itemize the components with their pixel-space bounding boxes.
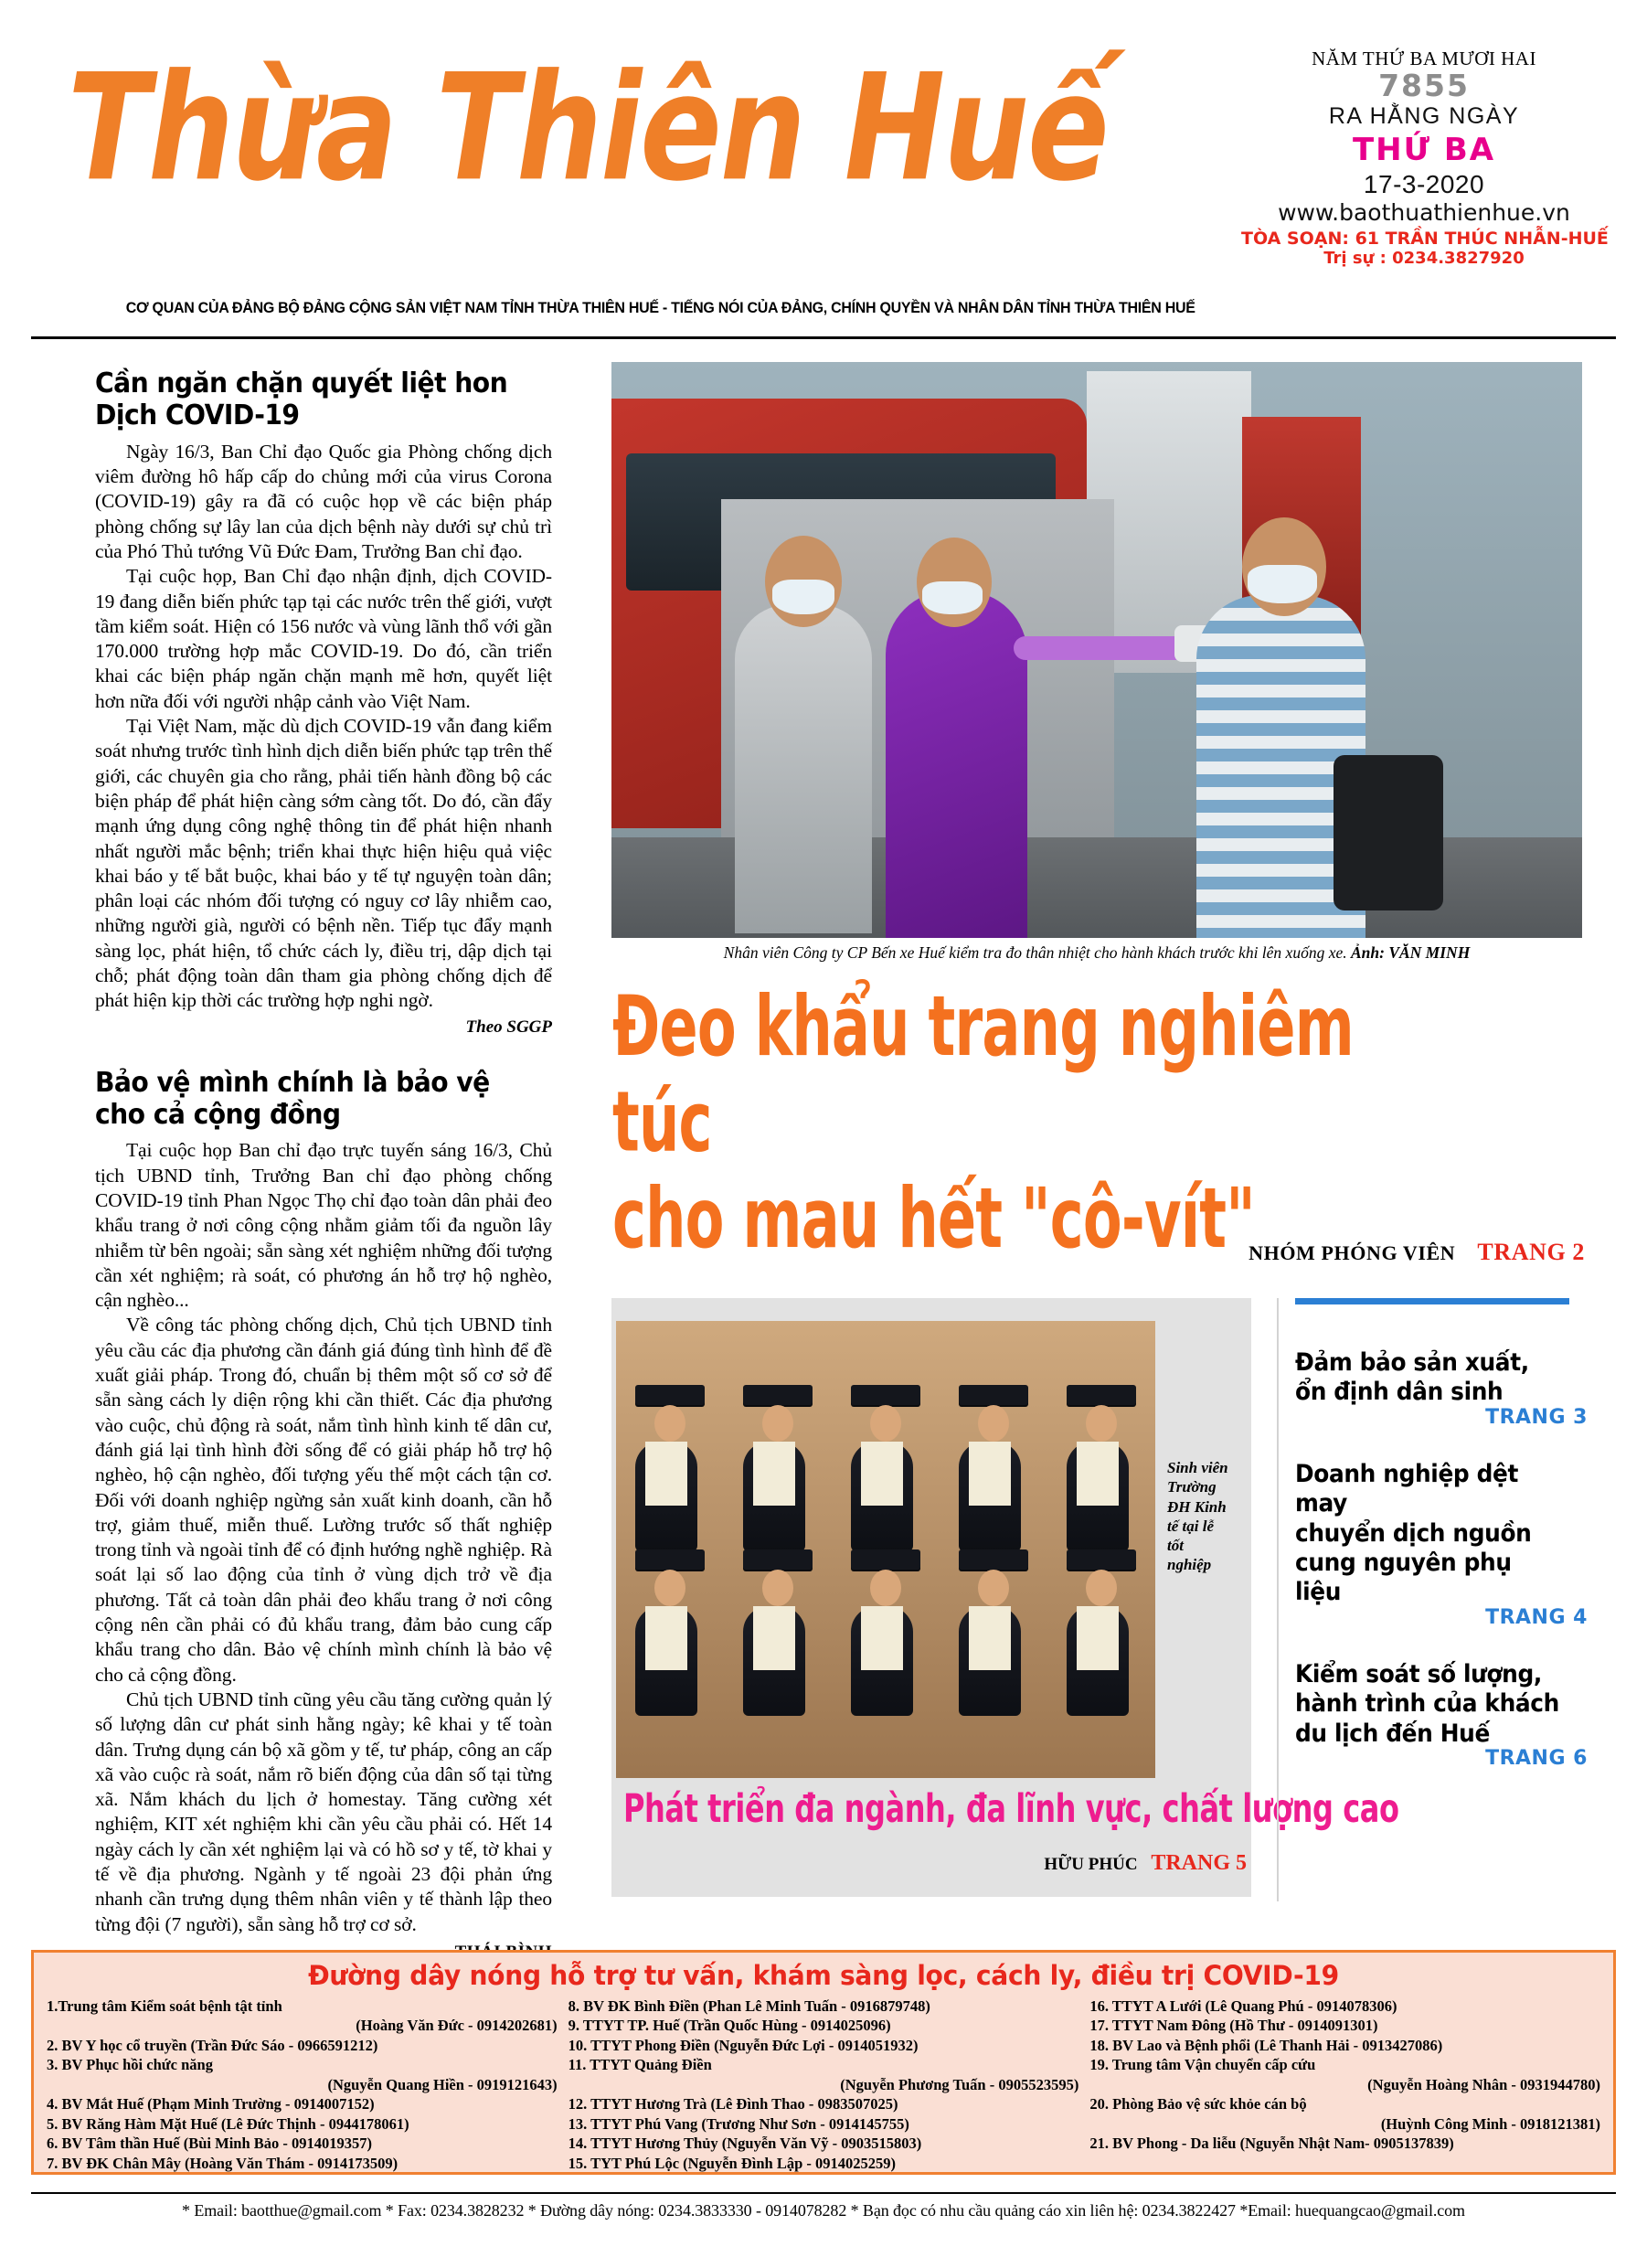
mortarboard-icon (743, 1549, 813, 1570)
photo-caption-text: Nhân viên Công ty CP Bến xe Huế kiểm tra đo thân nhiệt cho hành khách trước khi lên xuống xe. (723, 943, 1347, 962)
article1-headline-line2: Dịch COVID-19 (95, 399, 300, 432)
graduate-figure (959, 1549, 1028, 1716)
sidebar-item-0-title (1295, 1348, 1564, 1408)
hotline-entry: 4. BV Mắt Huế (Phạm Minh Trường - 0914007152) (47, 2095, 375, 2114)
mortarboard-icon (635, 1549, 705, 1570)
graduate-face (978, 1570, 1009, 1606)
article1-headline[interactable] (95, 367, 525, 432)
footer-contact-line: * Email: baotthue@gmail.com * Fax: 0234.3828232 * Đường dây nóng: 0234.3833330 - 0914078282 * Bạn đọc có nhu cầu quảng cáo xin liên hệ: 0234.3822427 *Email: huequangcao@gmail.com (182, 2201, 1465, 2220)
graduate-figure (1067, 1549, 1136, 1716)
sidebar-item-2[interactable] (1295, 1660, 1588, 1770)
mortarboard-icon (635, 1385, 705, 1405)
article2-headline-line2: cho cả cộng đồng (95, 1099, 341, 1131)
graduation-photo (616, 1321, 1155, 1778)
article1-paragraph-1: Ngày 16/3, Ban Chỉ đạo Quốc gia Phòng chống dịch viêm đường hô hấp cấp do chủng mới của virus Corona (COVID-19) gây ra đã có cuộc họp về các biện pháp phòng chống sự lây lan của dịch bệnh này dưới sự chủ trì của Phó Thủ tướng Vũ Đức Đam, Trưởng Ban chỉ đạo. (95, 440, 552, 562)
hotline-title: Đường dây nóng hỗ trợ tư vấn, khám sàng lọc, cách ly, điều trị COVID-19 (308, 1960, 1339, 1991)
sidebar-item-0-page[interactable]: TRANG 3 (1485, 1405, 1588, 1429)
article2-paragraph-2: Về công tác phòng chống dịch, Chủ tịch UBND tỉnh yêu cầu các địa phương cần đánh giá đúng tình hình để đề xuất giải pháp. Trong đó, chuẩn bị thêm một số cơ sở để sẵn sàng cách ly diện rộng khi cần thiết. Các địa phương vào cuộc, chủ động rà soát, nắm tình hình kinh tế dân cư, đánh giá lại tình hình đời sống để có giải pháp hỗ trợ hộ nghèo, hộ cận nghèo, đối tượng yếu thế một cách tận cơ. Đối với doanh nghiệp ngừng sản xuất kinh doanh, cần hỗ trợ, giảm thuế, miễn thuế. Lường trước số thất nghiệp trong tỉnh và ngoài tỉnh để có định hướng nghề nghiệp. Rà soát lại số lao động của tỉnh ở vùng dịch trở về địa phương. Tất cả toàn dân phải đeo khẩu trang ở nơi công cộng nên cần phải có đủ khẩu trang, đảm bảo cung cấp khẩu trang cho dân. Bảo vệ chính mình chính là bảo vệ cho cả cộng đồng. (95, 1314, 552, 1686)
graduation-sash (645, 1442, 687, 1506)
sidebar-item-2-page[interactable]: TRANG 6 (1485, 1746, 1588, 1770)
weekday-label: THỨ BA (1352, 131, 1496, 168)
hotline-entry: 12. TTYT Hương Trà (Lê Đình Thao - 0983507025) (568, 2095, 898, 2114)
sidebar-item-1-line3: cung nguyên phụ liệu (1295, 1548, 1512, 1607)
graduation-page-ref[interactable]: TRANG 5 (1151, 1851, 1247, 1875)
graduate-face (1086, 1405, 1117, 1442)
graduate-figure (959, 1385, 1028, 1551)
sidebar-item-2-title (1295, 1660, 1564, 1749)
hotline-entry-contact: (Nguyễn Hoàng Nhân - 0931944780) (1367, 2075, 1601, 2093)
left-column (95, 367, 552, 1963)
feature-headline[interactable] (612, 978, 1414, 1266)
graduation-credit (854, 1851, 1247, 1876)
mortarboard-icon (1067, 1385, 1136, 1405)
hotline-column-2 (568, 1996, 1079, 2173)
publication-date: 17-3-2020 (1363, 169, 1485, 198)
hotline-entry: 2. BV Y học cổ truyền (Trần Đức Sáo - 0966591212) (47, 2036, 378, 2054)
admin-phone: Trị sự : 0234.3827920 (1323, 248, 1525, 268)
hotline-entry: 21. BV Phong - Da liễu (Nguyễn Nhật Nam- 0905137839) (1089, 2135, 1454, 2153)
article1-source: Theo SGGP (465, 1017, 552, 1037)
hotline-entry: 10. TTYT Phong Điền (Nguyễn Đức Lợi - 0914051932) (568, 2036, 919, 2054)
feature-author: NHÓM PHÓNG VIÊN (1249, 1241, 1456, 1264)
article1-paragraph-2: Tại cuộc họp, Ban Chỉ đạo nhận định, dịch COVID-19 đang diễn biến phức tạp tại các nước trên thế giới, vượt tầm kiểm soát. Hiện có 156 nước và vùng lãnh thổ với gần 170.000 trường hợp mắc COVID-19. Do đó, cần triển khai các biện pháp ngăn chặn mạnh mẽ hơn, quyết liệt hơn nữa đối với người nhập cảnh vào Việt Nam. (95, 565, 552, 712)
masthead (31, 0, 1616, 274)
feature-page-ref[interactable]: TRANG 2 (1477, 1239, 1585, 1265)
feature-headline-line1: Đeo khẩu trang nghiêm túc (612, 976, 1354, 1171)
sidebar-item-1-page[interactable]: TRANG 4 (1485, 1605, 1588, 1629)
article1-paragraph-3: Tại Việt Nam, mặc dù dịch COVID-19 vẫn đang kiểm soát nhưng trước tình hình dịch diễn biến phức tạp trên thế giới, các chuyên gia cho rằng, phải tiến hành đồng bộ các biện pháp để phát hiện càng sớm càng tốt. Do đó, cần đẩy mạnh ứng dụng công nghệ thông tin để phát hiện nhanh nhất người mắc bệnh; triển khai thực hiện hiệu quả việc khai báo y tế bắt buộc, khai báo y tế tự nguyện toàn dân; phân loại các nhóm đối tượng có nguy cơ lây nhiễm cao, những người già, người có bệnh nền. Tiếp tục đẩy mạnh sàng lọc, phát hiện, tổ chức cách ly, điều trị, dập dịch tại chỗ; phát động toàn dân tham gia phòng chống dịch để phát hiện kịp thời các trường hợp nghi ngờ. (95, 715, 552, 1012)
graduation-sash (753, 1442, 795, 1506)
sidebar-item-0[interactable] (1295, 1348, 1588, 1429)
sidebar-item-1[interactable] (1295, 1460, 1588, 1629)
hotline-box (31, 1950, 1616, 2175)
graduation-gown (959, 1606, 1021, 1716)
hotline-entry-contact: (Nguyễn Phương Tuấn - 0905523595) (840, 2075, 1079, 2093)
graduate-figure (851, 1385, 920, 1551)
website-url[interactable]: www.baothuathienhue.vn (1278, 198, 1570, 226)
graduation-row-back (616, 1385, 1155, 1551)
hotline-entry: 13. TTYT Phú Vang (Trương Như Sơn - 0914145755) (568, 2114, 909, 2133)
hotline-entry: 3. BV Phục hồi chức năng (47, 2056, 213, 2074)
masthead-tagline: CƠ QUAN CỦA ĐẢNG BỘ ĐẢNG CỘNG SẢN VIỆT NAM TỈNH THỪA THIÊN HUẾ - TIẾNG NÓI CỦA ĐẢNG, CHÍNH QUYỀN VÀ NHÂN DÂN TỈNH THỪA THIÊN HUẾ (125, 300, 1195, 316)
graduation-sash (861, 1606, 903, 1670)
graduate-face (762, 1570, 793, 1606)
photo-passenger-grey (735, 604, 872, 933)
mortarboard-icon (851, 1549, 920, 1570)
graduation-sash (1077, 1442, 1119, 1506)
sidebar-item-1-line2: chuyển dịch nguồn (1295, 1518, 1532, 1548)
sidebar-item-1-line1: Doanh nghiệp dệt may (1295, 1459, 1519, 1518)
sidebar-item-1-title (1295, 1460, 1564, 1608)
photo-credit: Ảnh: VĂN MINH (1350, 943, 1471, 962)
graduation-gown (851, 1606, 913, 1716)
hotline-entry: 19. Trung tâm Vận chuyển cấp cứu (1089, 2056, 1316, 2074)
graduate-face (1086, 1570, 1117, 1606)
feature-credit (854, 1239, 1585, 1266)
mortarboard-icon (851, 1385, 920, 1405)
office-address: TÒA SOẠN: 61 TRẦN THÚC NHẪN-HUẾ (1241, 228, 1609, 249)
graduate-figure (743, 1549, 813, 1716)
graduation-sash (1077, 1606, 1119, 1670)
photo-mask-3 (1248, 565, 1317, 603)
sidebar-item-2-line1: Kiểm soát số lượng, (1295, 1659, 1542, 1688)
graduate-figure (635, 1549, 705, 1716)
hotline-entry: 18. BV Lao và Bệnh phổi (Lê Thanh Hải - 0913427086) (1089, 2036, 1443, 2054)
graduation-gown (1067, 1606, 1129, 1716)
publication-frequency: RA HẰNG NGÀY (1328, 102, 1520, 129)
mortarboard-icon (959, 1385, 1028, 1405)
sidebar-item-2-line2: hành trình của khách (1295, 1689, 1559, 1719)
graduation-sash (645, 1606, 687, 1670)
graduate-face (762, 1405, 793, 1442)
graduation-row-front (616, 1549, 1155, 1716)
hotline-entry-contact: (Huỳnh Công Minh - 0918121381) (1380, 2114, 1601, 2133)
masthead-info-block (1241, 48, 1607, 268)
hotline-entry: 11. TTYT Quảng Điền (568, 2056, 712, 2074)
graduation-gown (635, 1606, 697, 1716)
hotline-entry-contact: (Hoàng Văn Đức - 0914202681) (356, 2017, 558, 2035)
graduate-figure (635, 1385, 705, 1551)
photo-caption (611, 943, 1582, 963)
hotline-entry: 8. BV ĐK Bình Điền (Phan Lê Minh Tuấn - 0916879748) (568, 1997, 930, 2015)
graduation-gown (851, 1442, 913, 1551)
hotline-entry: 5. BV Răng Hàm Mặt Huế (Lê Đức Thịnh - 0944178061) (47, 2114, 409, 2133)
newspaper-title: Thừa Thiên Huế (68, 42, 1108, 215)
photo-staff-purple-aodai (886, 591, 1027, 938)
publication-year-line: NĂM THỨ BA MƯƠI HAI (1312, 48, 1536, 69)
feature-headline-line2: cho mau hết "cô-vít" (612, 1168, 1255, 1267)
hotline-entry: 7. BV ĐK Chân Mây (Hoàng Văn Thám - 0914173509) (47, 2154, 398, 2172)
hotline-columns (47, 1996, 1600, 2173)
article2-headline-line1: Bảo vệ mình chính là bảo vệ (95, 1066, 490, 1099)
sidebar-item-0-line1: Đảm bảo sản xuất, (1295, 1348, 1529, 1377)
graduate-figure (1067, 1385, 1136, 1551)
graduate-face (654, 1405, 685, 1442)
hotline-column-1 (47, 1996, 558, 2173)
sidebar-item-0-line2: ổn định dân sinh (1295, 1378, 1504, 1407)
article2-headline[interactable] (95, 1067, 525, 1132)
sidebar-accent-rule (1295, 1298, 1569, 1304)
header-divider (31, 336, 1616, 339)
photo-mask-2 (922, 581, 983, 614)
graduate-figure (743, 1385, 813, 1551)
graduation-sash (861, 1442, 903, 1506)
graduation-gown (635, 1442, 697, 1551)
graduation-gown (959, 1442, 1021, 1551)
graduation-sash (969, 1442, 1011, 1506)
mortarboard-icon (959, 1549, 1028, 1570)
sidebar-item-2-line3: du lịch đến Huế (1295, 1719, 1490, 1748)
graduation-gown (743, 1442, 805, 1551)
issue-number: 7855 (1378, 68, 1470, 103)
right-sidebar (1277, 1298, 1588, 1901)
hotline-entry: 1.Trung tâm Kiểm soát bệnh tật tỉnh (47, 1997, 282, 2015)
hotline-column-3 (1089, 1996, 1600, 2173)
mortarboard-icon (743, 1385, 813, 1405)
temperature-check-photo (611, 362, 1582, 938)
article2-paragraph-3: Chủ tịch UBND tỉnh cũng yêu cầu tăng cường quản lý số lượng dân cư phát sinh hằng ngày; kê khai y tế toàn dân. Trưng dụng cán bộ xã gồm y tế, tư pháp, công an cấp xã vào cuộc rà soát, nắm rõ biến động của dân số tại từng xã. Nắm khách du lịch ở homestay. Tăng cường xét nghiệm, KIT xét nghiệm khi cần yêu cầu phải có. Hết 14 ngày cách ly cần xét nghiệm lại và có hồ sơ y tế, tờ khai y tế về địa phương. Ngành y tế ngoài 23 đội phản ứng nhanh cần trưng dụng thêm nhân viên y tế thành lập theo từng đội (7 người), sẵn sàng hỗ trợ cơ sở. (95, 1688, 552, 1935)
footer-divider (31, 2192, 1616, 2194)
graduation-sash (753, 1606, 795, 1670)
article2-paragraph-1: Tại cuộc họp Ban chỉ đạo trực tuyến sáng 16/3, Chủ tịch UBND tỉnh, Trưởng Ban chỉ đạo phòng chống COVID-19 tỉnh Phan Ngọc Thọ chỉ đạo toàn dân phải đeo khẩu trang ở nơi công cộng nhằm giảm tối đa nguồn lây nhiễm từ bên ngoài; sẵn sàng xét nghiệm những đối tượng cần xét nghiệm; rà soát, có phương án hỗ trợ hộ nghèo, cận nghèo... (95, 1139, 552, 1312)
graduation-gown (743, 1606, 805, 1716)
hotline-entry: 14. TTYT Hương Thủy (Nguyễn Văn Vỹ - 0903515803) (568, 2135, 922, 2153)
hotline-entry: 20. Phòng Bảo vệ sức khỏe cán bộ (1089, 2095, 1307, 2114)
article1-headline-line1: Cần ngăn chặn quyết liệt hon (95, 367, 508, 399)
graduate-face (870, 1405, 901, 1442)
mortarboard-icon (1067, 1549, 1136, 1570)
photo-mask-1 (772, 580, 834, 614)
hotline-entry-contact: (Nguyễn Quang Hiền - 0919121643) (327, 2075, 558, 2093)
photo-shoulder-bag (1334, 755, 1443, 910)
hotline-entry: 16. TTYT A Lưới (Lê Quang Phú - 0914078306) (1089, 1997, 1397, 2015)
graduate-face (978, 1405, 1009, 1442)
hotline-entry: 17. TTYT Nam Đông (Hồ Thư - 0914091301) (1089, 2017, 1378, 2035)
graduation-banner-text: Phát triển đa ngành, đa lĩnh vực, chất lượng cao (623, 1787, 1399, 1832)
graduate-face (654, 1570, 685, 1606)
graduation-gown (1067, 1442, 1129, 1551)
graduate-face (870, 1570, 901, 1606)
hotline-entry: 6. BV Tâm thần Huế (Bùi Minh Bảo - 0914019357) (47, 2135, 373, 2153)
graduation-sash (969, 1606, 1011, 1670)
graduation-author: HỮU PHÚC (1044, 1855, 1138, 1874)
hotline-entry: 9. TTYT TP. Huế (Trần Quốc Hùng - 0914025096) (568, 2017, 891, 2035)
column-spacer (95, 1038, 552, 1067)
hotline-entry: 15. TYT Phú Lộc (Nguyễn Đình Lập - 0914025259) (568, 2154, 896, 2172)
graduation-side-caption: Sinh viên Trường ĐH Kinh tế tại lễ tốt nghiệp (1167, 1459, 1228, 1574)
photo-extended-arm (1014, 636, 1187, 660)
graduate-figure (851, 1549, 920, 1716)
